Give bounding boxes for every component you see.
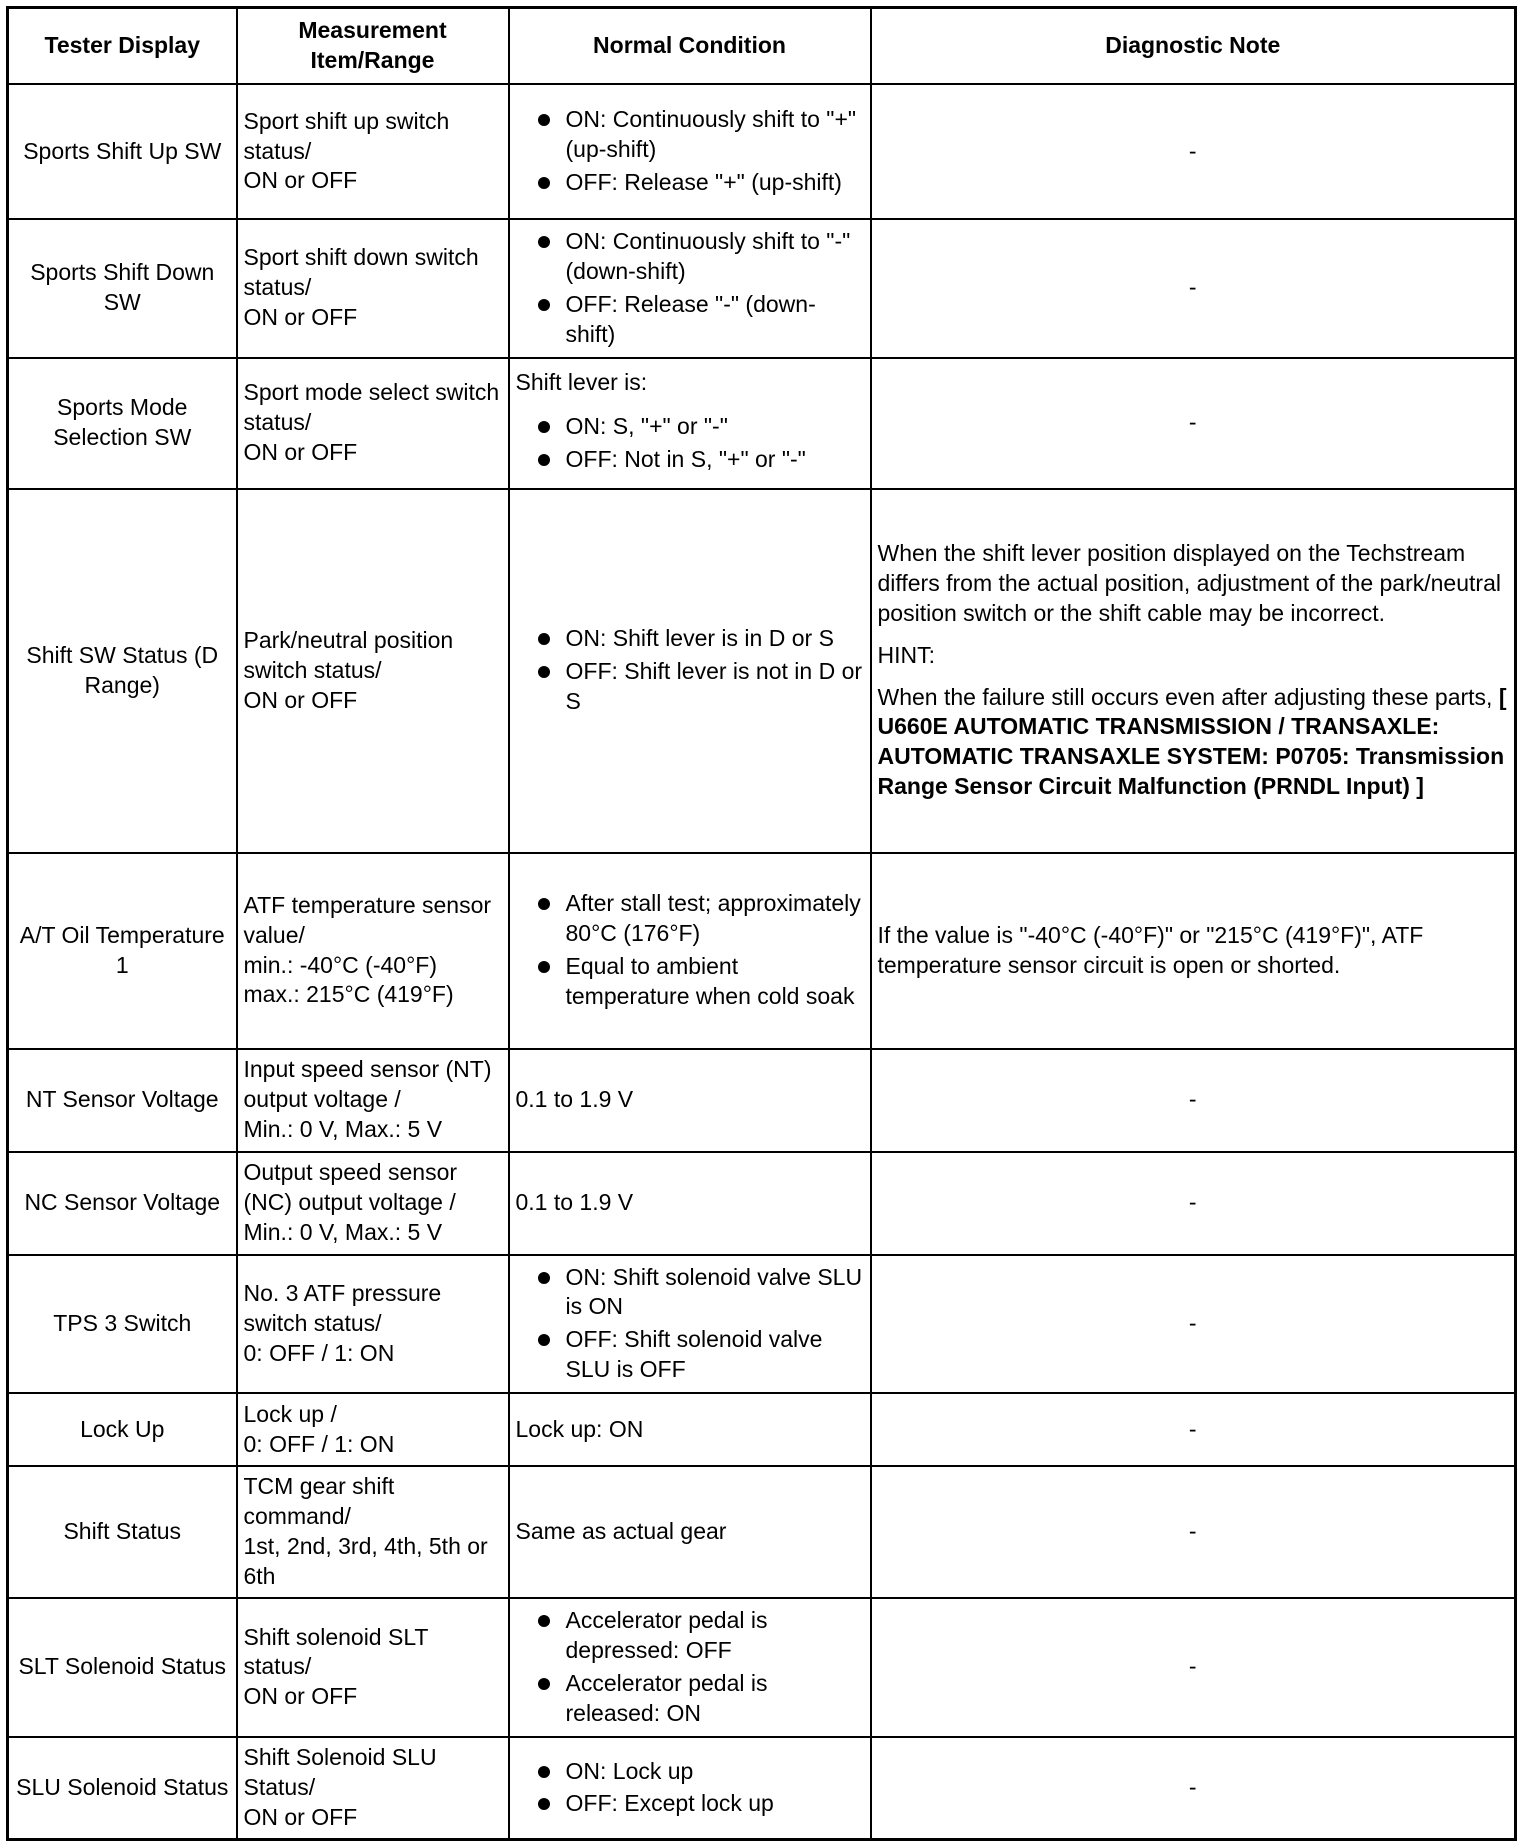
diagnostic-note-cell: - <box>871 219 1516 358</box>
normal-condition-list <box>516 1757 864 1820</box>
table-row <box>8 1255 1516 1394</box>
normal-condition-list <box>516 889 864 1012</box>
hint-label: HINT: <box>877 641 935 668</box>
normal-condition-cell: Same as actual gear <box>509 1466 871 1598</box>
header-measurement: Measurement Item/Range <box>237 8 509 85</box>
tester-display-cell: Shift Status <box>8 1466 237 1598</box>
header-tester-display: Tester Display <box>8 8 237 85</box>
normal-condition-lead: Shift lever is: <box>515 369 648 396</box>
list-item: ON: Continuously shift to "-" (down-shift) <box>516 227 864 287</box>
list-item: ON: S, "+" or "-" <box>516 412 864 442</box>
table-row <box>8 219 1516 358</box>
dtc-reference-link[interactable]: [ U660E AUTOMATIC TRANSMISSION / TRANSAXLE: AUTOMATIC TRANSAXLE SYSTEM: P0705: Transmission Range Sensor Circuit Malfunction (PRNDL Input) ] <box>877 683 1507 800</box>
list-item: Accelerator pedal is depressed: OFF <box>516 1606 864 1666</box>
diagnostic-note-cell: - <box>871 1393 1516 1466</box>
measurement-cell: Park/neutral position switch status/ ON or OFF <box>237 489 509 853</box>
list-item: OFF: Not in S, "+" or "-" <box>516 445 864 475</box>
note-text: When the failure still occurs even after adjusting these parts, <box>877 683 1493 710</box>
measurement-cell: Sport shift up switch status/ ON or OFF <box>237 84 509 219</box>
tester-display-cell: SLT Solenoid Status <box>8 1598 237 1737</box>
note-paragraph <box>878 683 1509 803</box>
normal-condition-cell: Lock up: ON <box>509 1393 871 1466</box>
list-item: ON: Lock up <box>516 1757 864 1787</box>
normal-condition-cell <box>509 358 871 489</box>
data-list-table <box>6 6 1517 1841</box>
header-normal-condition: Normal Condition <box>509 8 871 85</box>
diagnostic-note-cell: - <box>871 358 1516 489</box>
normal-condition-cell: 0.1 to 1.9 V <box>509 1152 871 1255</box>
normal-condition-list <box>516 624 864 717</box>
measurement-cell: Output speed sensor (NC) output voltage / Min.: 0 V, Max.: 5 V <box>237 1152 509 1255</box>
tester-display-cell: Lock Up <box>8 1393 237 1466</box>
tester-display-cell: Shift SW Status (D Range) <box>8 489 237 853</box>
diagnostic-note-cell: - <box>871 1737 1516 1840</box>
list-item: OFF: Shift solenoid valve SLU is OFF <box>516 1325 864 1385</box>
normal-condition-cell <box>509 84 871 219</box>
table-row <box>8 489 1516 853</box>
normal-condition-list <box>516 412 864 475</box>
list-item: After stall test; approximately 80°C (176°F) <box>516 889 864 949</box>
note-paragraph: When the shift lever position displayed on the Techstream differs from the actual position, adjustment of the park/neutral position switch or the shift cable may be incorrect. <box>877 540 1501 626</box>
normal-condition-list <box>516 227 864 350</box>
tester-display-cell: SLU Solenoid Status <box>8 1737 237 1840</box>
header-diagnostic-note: Diagnostic Note <box>871 8 1516 85</box>
normal-condition-cell: 0.1 to 1.9 V <box>509 1049 871 1152</box>
list-item: OFF: Release "+" (up-shift) <box>516 168 864 198</box>
tester-display-cell: A/T Oil Temperature 1 <box>8 853 237 1049</box>
normal-condition-cell <box>509 1255 871 1394</box>
diagnostic-note-cell: - <box>871 1152 1516 1255</box>
normal-condition-list <box>516 1263 864 1386</box>
list-item: OFF: Except lock up <box>516 1789 864 1819</box>
measurement-cell: Input speed sensor (NT) output voltage / Min.: 0 V, Max.: 5 V <box>237 1049 509 1152</box>
normal-condition-cell <box>509 1737 871 1840</box>
tester-display-cell: Sports Shift Up SW <box>8 84 237 219</box>
measurement-cell: Shift Solenoid SLU Status/ ON or OFF <box>237 1737 509 1840</box>
table-row <box>8 358 1516 489</box>
diagnostic-note-cell: - <box>871 1598 1516 1737</box>
measurement-cell: TCM gear shift command/ 1st, 2nd, 3rd, 4th, 5th or 6th <box>237 1466 509 1598</box>
list-item: ON: Shift lever is in D or S <box>516 624 864 654</box>
table-row <box>8 1152 1516 1255</box>
normal-condition-cell <box>509 489 871 853</box>
tester-display-cell: TPS 3 Switch <box>8 1255 237 1394</box>
diagnostic-note-cell: - <box>871 84 1516 219</box>
list-item: ON: Continuously shift to "+" (up-shift) <box>516 105 864 165</box>
measurement-cell: Sport mode select switch status/ ON or OFF <box>237 358 509 489</box>
table-header-row <box>8 8 1516 85</box>
list-item: Equal to ambient temperature when cold soak <box>516 952 864 1012</box>
normal-condition-cell <box>509 1598 871 1737</box>
measurement-cell: Lock up / 0: OFF / 1: ON <box>237 1393 509 1466</box>
tester-display-cell: NC Sensor Voltage <box>8 1152 237 1255</box>
diagnostic-note-cell: - <box>871 1049 1516 1152</box>
table-row <box>8 1598 1516 1737</box>
diagnostic-note-cell: - <box>871 1466 1516 1598</box>
normal-condition-list <box>516 105 864 198</box>
tester-display-cell: NT Sensor Voltage <box>8 1049 237 1152</box>
measurement-cell: Sport shift down switch status/ ON or OFF <box>237 219 509 358</box>
tester-display-cell: Sports Shift Down SW <box>8 219 237 358</box>
table-row <box>8 1049 1516 1152</box>
normal-condition-list <box>516 1606 864 1729</box>
normal-condition-cell <box>509 219 871 358</box>
table-row <box>8 84 1516 219</box>
list-item: Accelerator pedal is released: ON <box>516 1669 864 1729</box>
table-row <box>8 1737 1516 1840</box>
normal-condition-cell <box>509 853 871 1049</box>
list-item: OFF: Shift lever is not in D or S <box>516 657 864 717</box>
measurement-cell: Shift solenoid SLT status/ ON or OFF <box>237 1598 509 1737</box>
measurement-cell: No. 3 ATF pressure switch status/ 0: OFF / 1: ON <box>237 1255 509 1394</box>
tester-display-cell: Sports Mode Selection SW <box>8 358 237 489</box>
diagnostic-note-cell: If the value is "-40°C (-40°F)" or "215°C (419°F)", ATF temperature sensor circuit is open or shorted. <box>871 853 1516 1049</box>
diagnostic-note-cell <box>871 489 1516 853</box>
table-row <box>8 853 1516 1049</box>
table-row <box>8 1466 1516 1598</box>
measurement-cell: ATF temperature sensor value/ min.: -40°C (-40°F) max.: 215°C (419°F) <box>237 853 509 1049</box>
list-item: OFF: Release "-" (down-shift) <box>516 290 864 350</box>
table-row <box>8 1393 1516 1466</box>
list-item: ON: Shift solenoid valve SLU is ON <box>516 1263 864 1323</box>
document-page <box>6 6 1514 1841</box>
diagnostic-note-cell: - <box>871 1255 1516 1394</box>
